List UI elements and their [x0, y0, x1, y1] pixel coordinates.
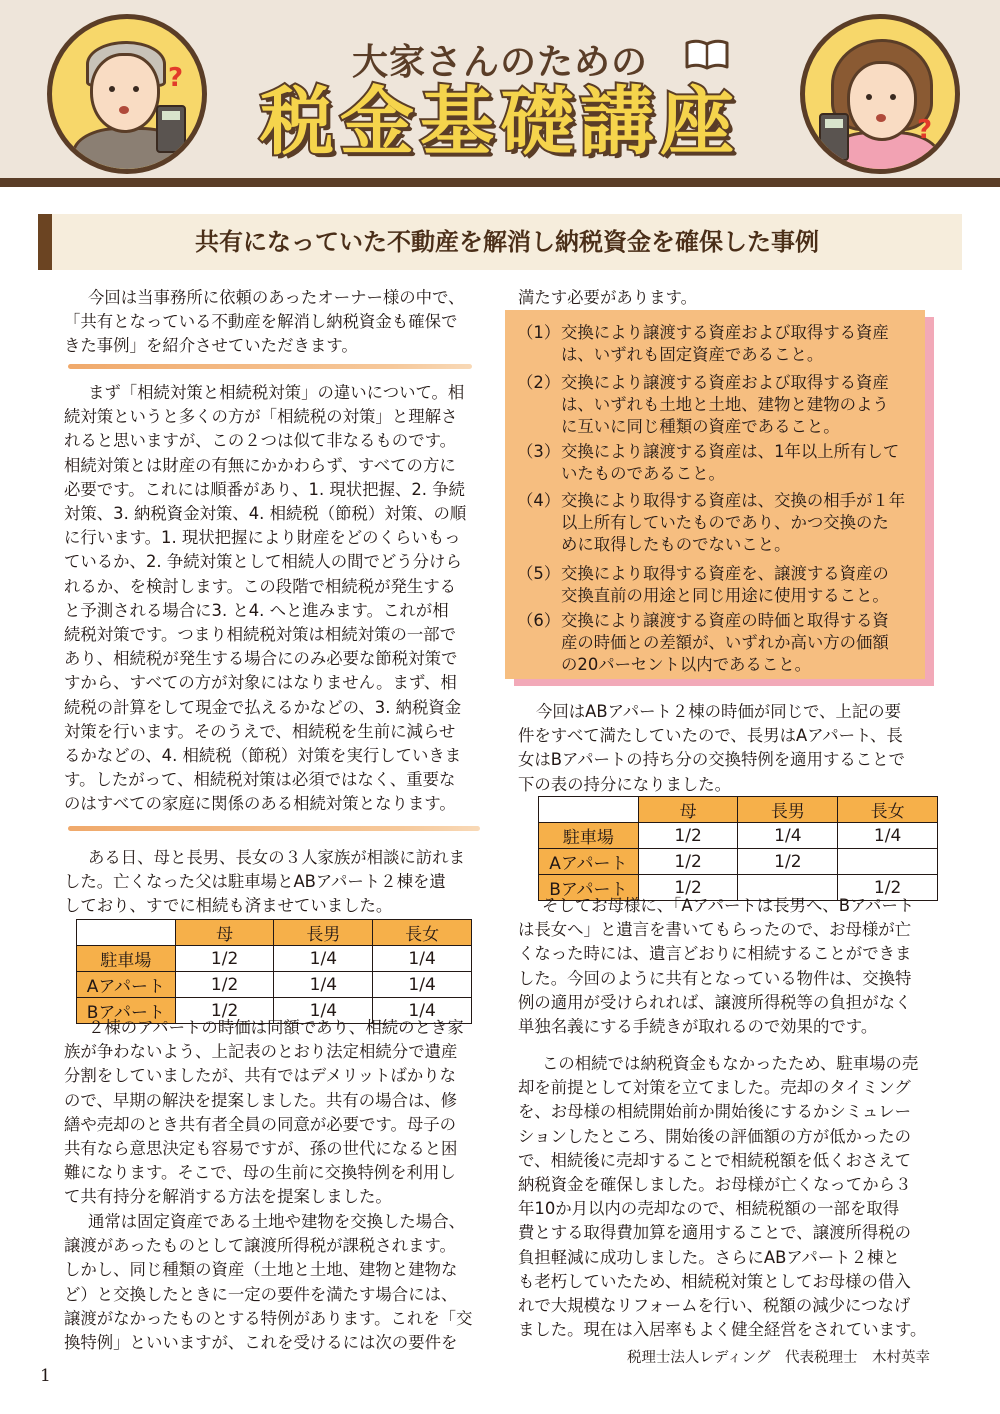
table-header-row — [539, 797, 938, 823]
divider — [68, 364, 472, 369]
table-cell: 1/2 — [175, 946, 274, 972]
header-title: 税金基礎講座 — [260, 79, 740, 165]
column-header: 母 — [175, 920, 274, 946]
table-cell: 1/4 — [373, 998, 472, 1024]
book-icon — [684, 38, 730, 70]
will-paragraph: そしてお母様に、「Aアパートは長男へ、Bアパート は長女へ」と遺言を書いてもらったので、お母様が亡 くなった時には、遺言どおりに相続することができま した。今回のように共有となっている物件は、交換特 例の適用が受けられれば、譲渡所得税等の負担がなく 単独名義にする手続きが取れるので効果的です。 — [518, 896, 915, 1037]
column-header: 母 — [638, 797, 738, 823]
table-cell: 1/2 — [738, 849, 838, 875]
table-cell — [838, 849, 938, 875]
tax-funds-paragraph: この相続では納税資金もなかったため、駐車場の売 却を前提として対策を立てました。売却のタイミング を、お母様の相続開始前か開始後にするかシミュレー ションしたところ、開始後の評価額の方が低かったの で、相続後に売却することで相続税額を低くおさえて 納税資金を確保しました。お母様が亡くなってから３ 年10か月以内の売却なので、相続税額の一部を取得 費とする取得費加算を適用することで、譲渡所得税の 負担軽減に成功しました。さらにABアパート２棟と も老朽していたため、相続税対策としてお母様の借入 れで大規模なリフォームを行い、税額の減少につなげ ました。現在は入居率もよく健全経営をされています。 — [518, 1054, 927, 1340]
requirements-lead: 満たす必要があります。 — [518, 288, 697, 307]
intro-paragraph: 今回は当事務所に依頼のあったオーナー様の中で、 「共有となっている不動産を解消し納税資金も確保で きた事例」を紹介させていただきます。 — [64, 288, 465, 356]
row-header: Bアパート — [539, 875, 639, 901]
table-cell: 1/4 — [274, 946, 373, 972]
table-row — [77, 972, 472, 998]
table-cell: 1/2 — [175, 998, 274, 1024]
row-header: Bアパート — [77, 998, 176, 1024]
column-header: 長女 — [838, 797, 938, 823]
woman-avatar-icon: ? — [800, 14, 960, 174]
row-header: Aアパート — [539, 849, 639, 875]
column-header: 長女 — [373, 920, 472, 946]
table-cell: 1/2 — [638, 849, 738, 875]
old-man-avatar-icon: ? — [47, 14, 207, 174]
column-header: 長男 — [274, 920, 373, 946]
case-paragraph: ある日、母と長男、長女の３人家族が相談に訪れま した。亡くなった父は駐車場とABアパート２棟を遺 しており、すでに相続も済ませていました。 — [64, 848, 465, 916]
table-row — [539, 823, 938, 849]
requirements-box: （1） 交換により譲渡する資産および取得する資産 は、いずれも固定資産であること。 （2） 交換により譲渡する資産および取得する資産 は、いずれも土地と土地、建物と建物のよう に互いに同じ種類の資産であること。 （3） 交換により譲渡する資産は、1年以上所有して いたものであること。 （4） 交換により取得する資産は、交換の相手が１年 以上所有していたものであり、かつ交換のた めに取得したものでないこと。 （5） 交換により取得する資産を、譲渡する資産の 交換直前の用途と同じ用途に使用すること。 （6） 交換により譲渡する資産の時価と取得する資 産の時価との差額が、いずれか高い方の価額 の20パーセント以内であること。 — [505, 310, 925, 679]
table-cell: 1/2 — [838, 875, 938, 901]
table-header-row — [77, 920, 472, 946]
exchange-rule-paragraph: 通常は固定資産である土地や建物を交換した場合、 譲渡があったものとして譲渡所得税が課税されます。 しかし、同じ種類の資産（土地と土地、建物と建物な ど）と交換したときに一定の要件を満たす場合には、 譲渡がなかったものとする特例があります。これを「交 換特例」といいますが、これを受けるには次の要件を — [64, 1212, 473, 1353]
header-rule — [0, 178, 1000, 187]
table-cell: 1/2 — [175, 972, 274, 998]
table-row — [77, 946, 472, 972]
table-cell: 1/4 — [274, 998, 373, 1024]
table-cell: 1/4 — [373, 946, 472, 972]
table-corner-cell — [77, 920, 176, 946]
header-subtitle: 大家さんのための — [351, 42, 648, 83]
table-cell: 1/2 — [638, 875, 738, 901]
author-signature: 税理士法人レディング 代表税理士 木村英幸 — [626, 1350, 930, 1366]
strategy-paragraph: まず「相続対策と相続税対策」の違いについて。相 続対策というと多くの方が「相続税の対策」と理解さ れると思いますが、この２つは似て非なるものです。 相続対策とは財産の有無にかかわらず、すべての方に 必要です。これには順番があり、1. 現状把握、2. 争続 対策、3. 納税資金対策、4. 相続税（節税）対策、の順 に行います。1. 現状把握により財産をどのくらいもっ ているか、2. 争続対策として相続人の間でどう分けら れるか、を検討します。この段階で相続税が発生する と予測される場合に3. と4. へと進みます。これが相 続税対策です。つまり相続税対策は相続対策の一部で あり、相続税が発生する場合にのみ必要な節税対策で すから、すべての方が対象にはなりません。まず、相 続税の計算をして現金で払えるかなどの、3. 納税資金 対策を行います。そのうえで、相続税を生前に減らせ るかなどの、4. 相続税（節税）対策を実行していきま す。したがって、相続税対策は必須ではなく、重要な のはすべての家庭に関係のある相続対策となります。 — [64, 383, 467, 814]
section-heading-bar — [38, 214, 52, 270]
row-header: Aアパート — [77, 972, 176, 998]
section-heading-text: 共有になっていた不動産を解消し納税資金を確保した事例 — [195, 228, 819, 256]
table-cell: 1/2 — [638, 823, 738, 849]
table-cell: 1/4 — [838, 823, 938, 849]
table-row — [539, 849, 938, 875]
section-heading — [38, 214, 962, 270]
table-corner-cell — [539, 797, 639, 823]
table-cell: 1/4 — [738, 823, 838, 849]
page-number: 1 — [40, 1366, 51, 1386]
table-cell: 1/4 — [274, 972, 373, 998]
inheritance-share-table — [76, 919, 472, 1024]
divider — [68, 826, 480, 831]
header-banner — [0, 0, 1000, 178]
proposal-paragraph: ２棟のアパートの時価は同額であり、相続のとき家 族が争わないよう、上記表のとおり法定相続分で遺産 分割をしていましたが、共有ではデメリットばかりな ので、早期の解決を提案しました。共有の場合は、修 繕や売却のとき共有者全員の同意が必要です。母子の 共有なら意思決定も容易ですが、孫の世代になると困 難になります。そこで、母の生前に交換特例を利用し て共有持分を解消する方法を提案しました。 — [64, 1018, 464, 1207]
table-cell: 1/4 — [373, 972, 472, 998]
row-header: 駐車場 — [77, 946, 176, 972]
post-exchange-share-table — [538, 796, 938, 901]
row-header: 駐車場 — [539, 823, 639, 849]
column-header: 長男 — [738, 797, 838, 823]
result-paragraph: 今回はABアパート２棟の時価が同じで、上記の要 件をすべて満たしていたので、長男はAアパート、長 女はBアパートの持ち分の交換特例を適用することで 下の表の持分になりました。 — [518, 702, 905, 794]
